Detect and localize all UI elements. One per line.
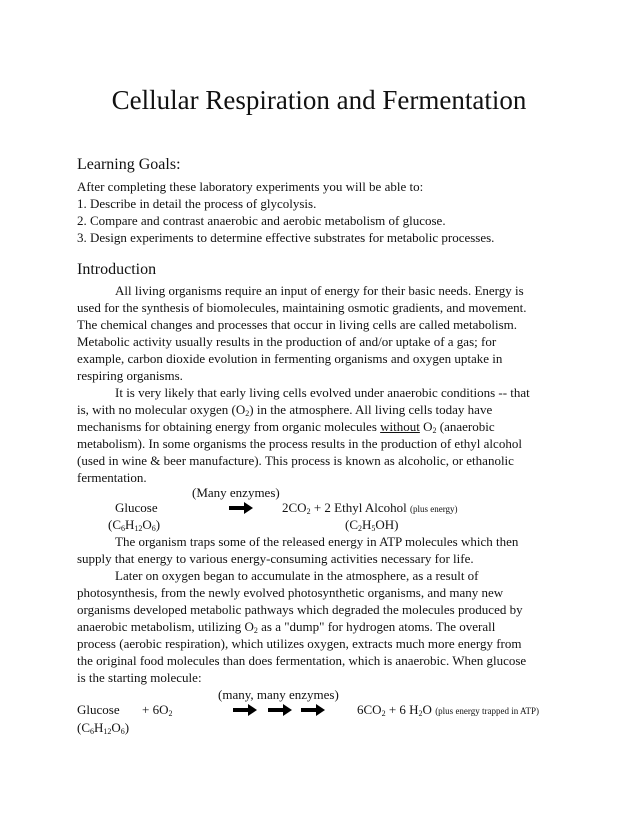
learning-goals-intro: After completing these laboratory experiments you will be able to: bbox=[77, 179, 424, 194]
page-title: Cellular Respiration and Fermentation bbox=[111, 85, 527, 115]
glucose-formula: $(C_6H_{12}O_6)$ bbox=[108, 517, 161, 533]
paragraph-line: is the starting molecule: bbox=[77, 670, 202, 685]
reaction-arrow-icon bbox=[229, 502, 253, 514]
paragraph-line: Metabolic activity usually results in the production of and/or uptake of a gas; for bbox=[77, 334, 497, 349]
paragraph-line: photosynthesis, from the newly evolved photosynthetic organisms, and many new bbox=[77, 585, 504, 600]
respiration-products: $6CO_2 + 6$ $H_2O$ (plus energy trapped in ATP) bbox=[357, 702, 540, 718]
reaction-arrow-icon bbox=[301, 704, 325, 716]
ethanol-formula: $(C_2H_5OH)$ bbox=[345, 517, 399, 533]
paragraph-line: fermentation. bbox=[77, 470, 147, 485]
reaction-arrow-icon bbox=[268, 704, 292, 716]
emphasis-without: without bbox=[380, 419, 420, 434]
paragraph-line: metabolism). In some organisms the process results in the production of ethyl alcohol bbox=[77, 436, 522, 451]
enzyme-label: (many, many enzymes) bbox=[218, 687, 339, 702]
learning-goal-item: 3. Design experiments to determine effective substrates for metabolic processes. bbox=[77, 230, 495, 245]
paragraph-line: (used in wine & beer manufacture). This process is known as alcoholic, or ethanolic bbox=[77, 453, 514, 468]
paragraph-line: respiring organisms. bbox=[77, 368, 183, 383]
enzyme-label: (Many enzymes) bbox=[192, 485, 280, 500]
reactant-oxygen: + $6O_2$ bbox=[142, 702, 173, 718]
paragraph-line: The chemical changes and processes that occur in living cells are called metabolism. bbox=[77, 317, 518, 332]
reactant-glucose: Glucose bbox=[77, 702, 120, 717]
paragraph-line: the original food molecules than does fermentation, which is anaerobic. When glucose bbox=[77, 653, 527, 668]
paragraph-line: example, carbon dioxide evolution in fermenting organisms and oxygen uptake in bbox=[77, 351, 503, 366]
paragraph-line: anaerobic metabolism, utilizing $O_2$ as a "dump" for hydrogen atoms. The overall bbox=[77, 619, 496, 635]
paragraph-line: is, with no molecular oxygen $(O_2)$ in the atmosphere. All living cells today have bbox=[77, 402, 493, 418]
learning-goal-item: 1. Describe in detail the process of glycolysis. bbox=[77, 196, 317, 211]
paragraph-line: All living organisms require an input of energy for their basic needs. Energy is bbox=[115, 283, 524, 298]
paragraph-line: used for the synthesis of biomolecules, maintaining osmotic gradients, and movement. bbox=[77, 300, 527, 315]
paragraph-line: organisms developed metabolic pathways which degraded the molecules produced by bbox=[77, 602, 523, 617]
paragraph-line: The organism traps some of the released energy in ATP molecules which then bbox=[115, 534, 519, 549]
introduction-heading: Introduction bbox=[77, 261, 157, 278]
learning-goals-heading: Learning Goals: bbox=[77, 156, 181, 173]
paragraph-line: supply that energy to various energy-consuming activities necessary for life. bbox=[77, 551, 474, 566]
learning-goal-item: 2. Compare and contrast anaerobic and aerobic metabolism of glucose. bbox=[77, 213, 446, 228]
reaction-arrow-icon bbox=[233, 704, 257, 716]
fermentation-products: $2CO_2 + 2$ Ethyl Alcohol (plus energy) bbox=[282, 500, 458, 516]
paragraph-line: process (aerobic respiration), which utilizes oxygen, extracts much more energy from bbox=[77, 636, 522, 651]
reactant-glucose: Glucose bbox=[115, 500, 158, 515]
paragraph-line: mechanisms for obtaining energy from organic molecules without $O_2$ (anaerobic bbox=[77, 419, 495, 435]
paragraph-line: Later on oxygen began to accumulate in the atmosphere, as a result of bbox=[115, 568, 479, 583]
glucose-formula: $(C_6H_{12}O_6)$ bbox=[77, 720, 130, 736]
paragraph-line: It is very likely that early living cells evolved under anaerobic conditions -- that bbox=[115, 385, 530, 400]
